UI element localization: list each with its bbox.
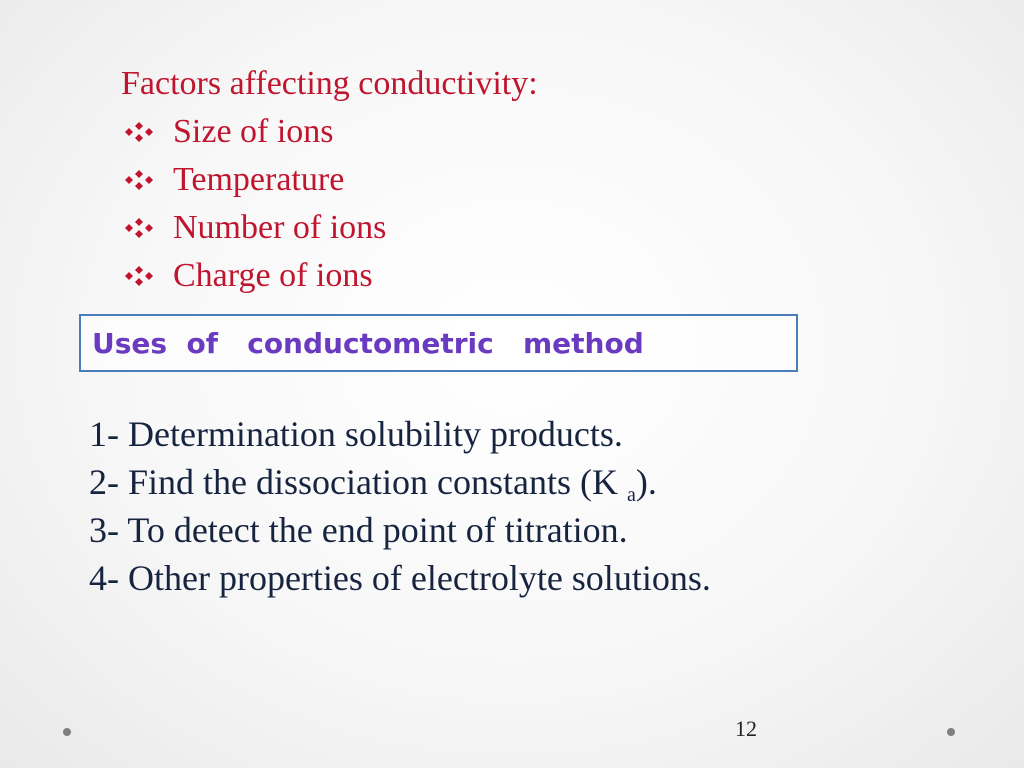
uses-item-suffix: ). — [635, 462, 657, 502]
page-number: 12 — [735, 716, 757, 741]
diamond-bullet-icon — [125, 122, 153, 142]
corner-dot-right — [947, 728, 955, 736]
factors-section — [121, 60, 538, 300]
factor-item — [121, 108, 538, 156]
diamond-bullet-icon — [125, 218, 153, 238]
uses-item — [89, 458, 711, 506]
factor-label: Temperature — [173, 161, 345, 198]
uses-item-text: 2- Find the dissociation constants (K — [89, 462, 627, 502]
uses-item — [89, 410, 711, 458]
diamond-bullet-icon — [125, 170, 153, 190]
uses-item-text: 4- Other properties of electrolyte solutions. — [89, 558, 711, 598]
uses-item-text: 3- To detect the end point of titration. — [89, 510, 628, 550]
factor-item — [121, 252, 538, 300]
factors-title: Factors affecting conductivity: — [121, 65, 538, 102]
factor-label: Size of ions — [173, 113, 334, 150]
factor-item — [121, 204, 538, 252]
corner-dot-left — [63, 728, 71, 736]
factor-label: Charge of ions — [173, 257, 373, 294]
factor-label: Number of ions — [173, 209, 387, 246]
uses-heading: Uses of conductometric method — [92, 327, 644, 360]
factor-item — [121, 156, 538, 204]
uses-item-subscript: a — [626, 484, 636, 506]
factors-list — [121, 108, 538, 300]
uses-item — [89, 506, 711, 554]
uses-list — [89, 410, 711, 602]
uses-item — [89, 554, 711, 602]
uses-heading-box — [79, 314, 798, 372]
uses-item-text: 1- Determination solubility products. — [89, 414, 623, 454]
diamond-bullet-icon — [125, 266, 153, 286]
